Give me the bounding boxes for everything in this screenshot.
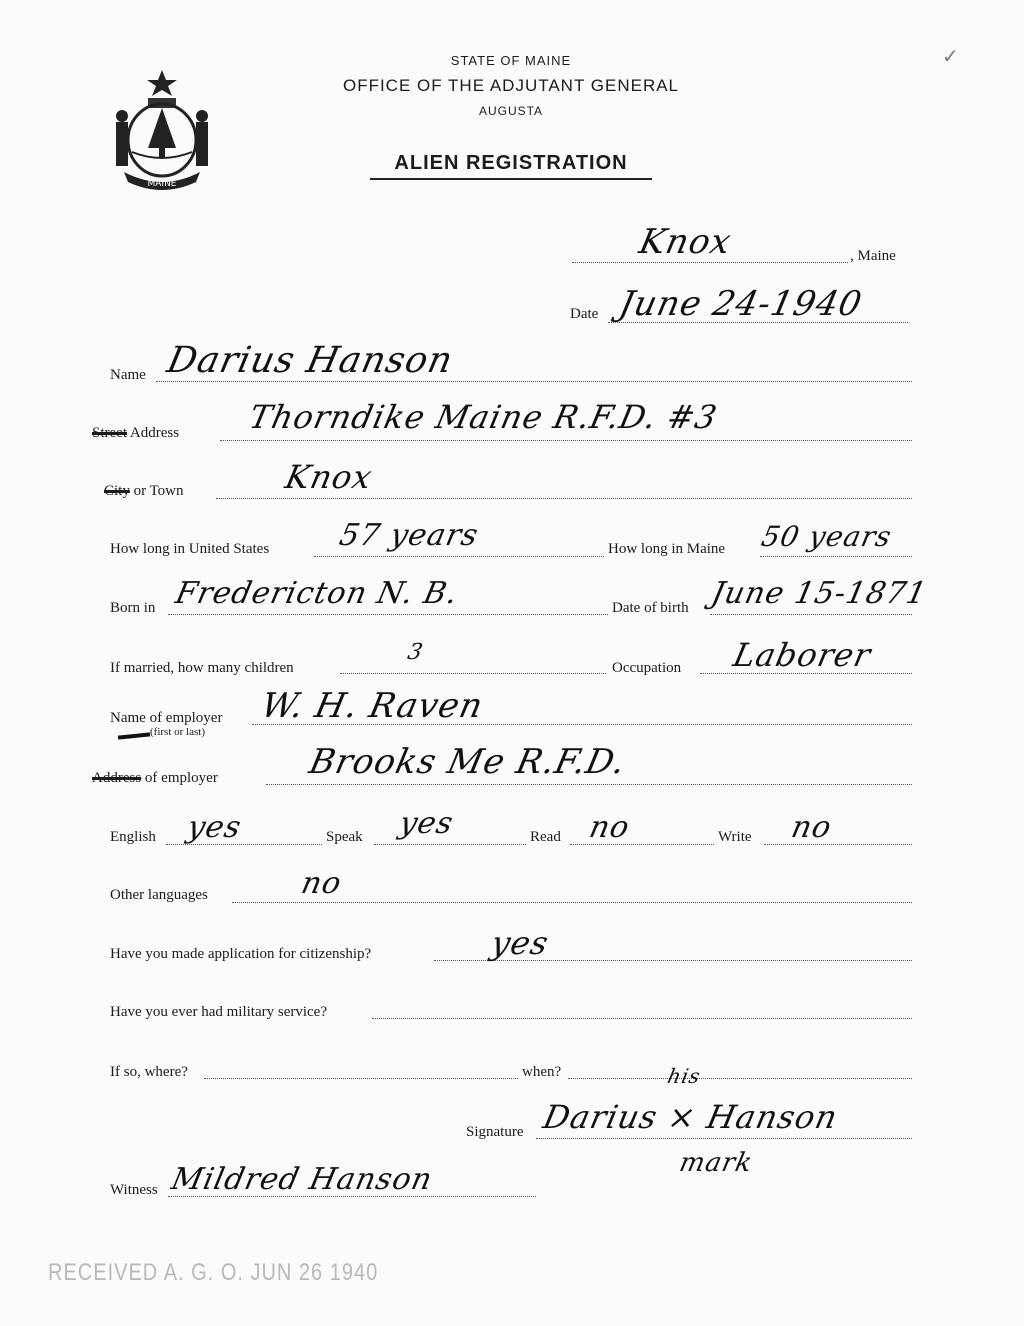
street-address-line <box>220 440 912 441</box>
read-value: no <box>586 810 634 845</box>
employer-address-line <box>266 784 912 785</box>
english-value: yes <box>184 810 245 845</box>
title-underline <box>370 178 652 180</box>
speak-value: yes <box>396 806 457 841</box>
when-label: when? <box>522 1064 562 1080</box>
how-long-us-value: 57 years <box>336 518 482 553</box>
city-town-label <box>104 483 184 500</box>
city-town-line <box>216 498 912 499</box>
if-so-where-label: If so, where? <box>110 1064 188 1080</box>
born-in-line <box>168 614 608 615</box>
witness-label: Witness <box>110 1182 158 1198</box>
date-label: Date <box>570 306 599 322</box>
street-address-value: Thorndike Maine R.F.D. #3 <box>245 398 721 436</box>
seal-text: MAINE <box>147 179 177 189</box>
if-so-where-line <box>204 1078 518 1079</box>
occupation-value: Laborer <box>729 636 875 674</box>
signature-mark: mark <box>676 1148 756 1178</box>
name-label: Name <box>110 367 146 383</box>
english-label: English <box>110 829 156 845</box>
town-value: Knox <box>635 222 736 262</box>
speak-label: Speak <box>326 829 363 845</box>
other-languages-label: Other languages <box>110 887 208 903</box>
date-of-birth-line <box>710 614 912 615</box>
write-value: no <box>788 810 836 845</box>
name-line <box>156 381 912 382</box>
occupation-label: Occupation <box>612 660 682 676</box>
born-in-label: Born in <box>110 600 156 616</box>
town-line <box>572 262 848 263</box>
employer-scribble <box>118 732 150 739</box>
how-long-maine-line <box>760 556 912 557</box>
how-long-maine-value: 50 years <box>758 520 895 553</box>
employer-value: W. H. Raven <box>257 686 488 726</box>
citizenship-label: Have you made application for citizenship? <box>110 946 372 962</box>
state-seal-icon <box>110 68 214 192</box>
how-long-maine-label: How long in Maine <box>608 541 726 557</box>
when-line <box>568 1078 912 1079</box>
street-label-rest: Address <box>127 425 180 441</box>
signature-label: Signature <box>466 1124 524 1140</box>
signature-value: Darius × Hanson <box>539 1098 842 1136</box>
address-label-rest: of employer <box>141 770 218 786</box>
street-address-label <box>92 425 179 442</box>
maine-label: , Maine <box>850 248 896 264</box>
military-label: Have you ever had military service? <box>110 1004 327 1020</box>
street-struck-word: Street <box>92 425 127 441</box>
date-of-birth-value: June 15-1871 <box>708 576 931 611</box>
form-title: ALIEN REGISTRATION <box>394 152 628 174</box>
how-long-us-label: How long in United States <box>110 541 270 557</box>
address-struck-word: Address <box>92 770 142 786</box>
write-line <box>764 844 912 845</box>
received-stamp: RECEIVED A. G. O. JUN 26 1940 <box>48 1259 379 1287</box>
employer-address-value: Brooks Me R.F.D. <box>305 742 630 782</box>
write-label: Write <box>718 829 752 845</box>
born-in-value: Fredericton N. B. <box>172 576 462 611</box>
date-of-birth-label: Date of birth <box>612 600 689 616</box>
state-heading: STATE OF MAINE <box>450 53 572 68</box>
employer-address-label <box>92 770 218 787</box>
city-label-rest: or Town <box>129 483 184 499</box>
check-mark-icon: ✓ <box>942 46 959 68</box>
office-heading: OFFICE OF THE ADJUTANT GENERAL <box>342 76 680 95</box>
other-languages-value: no <box>298 866 346 901</box>
children-line <box>340 673 606 674</box>
read-label: Read <box>530 829 561 845</box>
employer-label: Name of employer <box>110 710 223 726</box>
employer-sub-label: (first or last) <box>150 726 205 738</box>
city-heading: AUGUSTA <box>478 104 544 118</box>
other-languages-line <box>232 902 912 903</box>
city-struck-word: City <box>104 483 130 499</box>
witness-value: Mildred Hanson <box>168 1162 436 1197</box>
children-label: If married, how many children <box>110 660 294 676</box>
citizenship-value: yes <box>487 924 553 962</box>
city-town-value: Knox <box>281 458 376 496</box>
children-value: 3 <box>405 640 426 665</box>
military-line <box>372 1018 912 1019</box>
speak-line <box>374 844 526 845</box>
date-value: June 24-1940 <box>615 284 866 324</box>
name-value: Darius Hanson <box>163 340 457 381</box>
how-long-us-line <box>314 556 604 557</box>
signature-his: his <box>665 1064 704 1088</box>
signature-line <box>536 1138 912 1139</box>
